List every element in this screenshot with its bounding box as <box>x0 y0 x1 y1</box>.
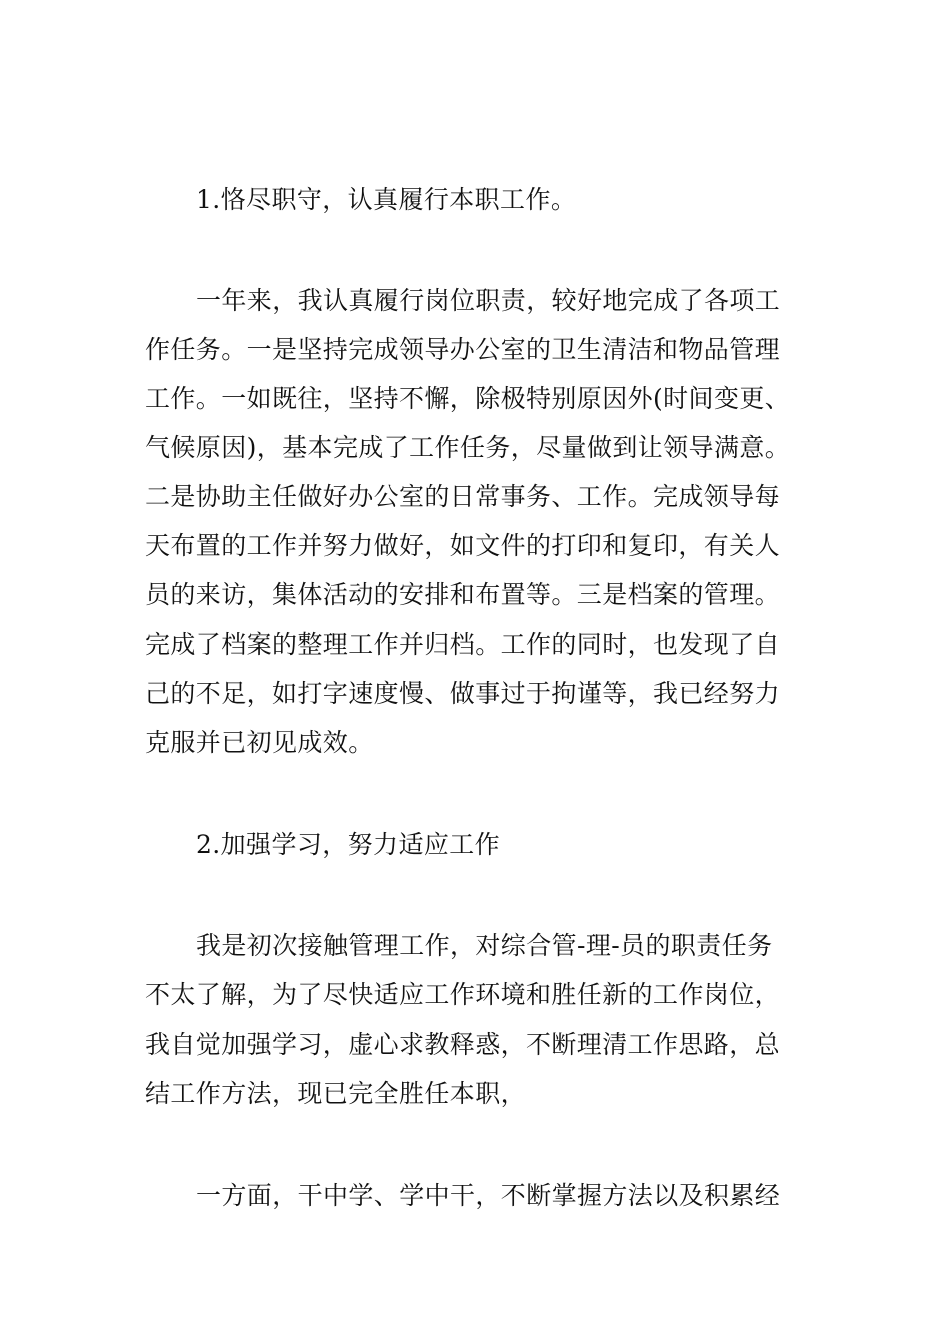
paragraph-2-line-4: 结工作方法，现已完全胜任本职， <box>145 1079 527 1108</box>
paragraph-1-line-4: 气候原因)，基本完成了工作任务，尽量做到让领导满意。 <box>145 433 791 462</box>
paragraph-2-line-2: 不太了解，为了尽快适应工作环境和胜任新的工作岗位， <box>145 980 781 1009</box>
section-heading-2: 2.加强学习，努力适应工作 <box>196 830 501 859</box>
section-heading-1: 1.恪尽职守，认真履行本职工作。 <box>196 185 577 214</box>
paragraph-1-line-8: 完成了档案的整理工作并归档。工作的同时，也发现了自 <box>145 630 781 659</box>
paragraph-1-line-7: 员的来访，集体活动的安排和布置等。三是档案的管理。 <box>145 580 781 609</box>
paragraph-2-line-1: 我是初次接触管理工作，对综合管-理-员的职责任务 <box>196 931 773 960</box>
paragraph-1-line-1: 一年来，我认真履行岗位职责，较好地完成了各项工 <box>196 286 781 315</box>
paragraph-1-line-9: 己的不足，如打字速度慢、做事过于拘谨等，我已经努力 <box>145 679 781 708</box>
paragraph-1-line-10: 克服并已初见成效。 <box>145 728 374 757</box>
paragraph-2-line-3: 我自觉加强学习，虚心求教释惑，不断理清工作思路，总 <box>145 1030 781 1059</box>
paragraph-1-line-2: 作任务。一是坚持完成领导办公室的卫生清洁和物品管理 <box>145 335 781 364</box>
paragraph-1-line-6: 天布置的工作并努力做好，如文件的打印和复印，有关人 <box>145 531 781 560</box>
paragraph-1-line-5: 二是协助主任做好办公室的日常事务、工作。完成领导每 <box>145 482 781 511</box>
paragraph-1-line-3: 工作。一如既往，坚持不懈，除极特别原因外(时间变更、 <box>145 384 791 413</box>
paragraph-3-line-1: 一方面，干中学、学中干，不断掌握方法以及积累经 <box>196 1181 781 1210</box>
